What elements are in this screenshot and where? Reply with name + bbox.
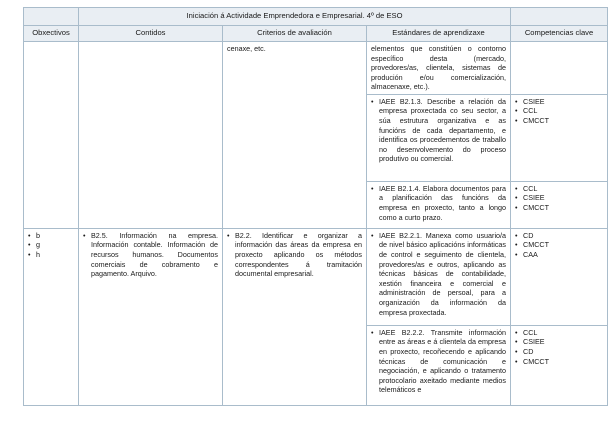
standard-list xyxy=(371,184,506,222)
competences-cell xyxy=(511,228,608,325)
criteria-list xyxy=(227,231,362,279)
standard-cell xyxy=(367,181,511,228)
standard-cell xyxy=(367,325,511,405)
competence-list xyxy=(515,97,603,126)
objective-item: • h xyxy=(28,250,74,260)
criteria-cell xyxy=(223,42,367,229)
header-criteria: Criterios de avaliación xyxy=(223,26,367,42)
objective-item: • b xyxy=(28,231,74,241)
standard-text: elementos que constitúen o contorno específico desta (mercado, provedores/as, clientela, sistemas de produción e/ou comercialización, almacenaxe, etc.). xyxy=(371,44,507,92)
competence-list xyxy=(515,184,603,213)
competence-item: • CSIEE xyxy=(515,337,603,347)
content-list xyxy=(83,231,218,279)
criteria-text: cenaxe, etc. xyxy=(227,44,266,53)
competences-cell xyxy=(511,325,608,405)
header-competences: Competencias clave xyxy=(511,26,608,42)
header-objectives: Obxectivos xyxy=(24,26,79,42)
objectives-cell xyxy=(24,42,79,229)
competence-item: • CSIEE xyxy=(515,97,603,107)
competence-item: • CMCCT xyxy=(515,203,603,213)
competence-item: • CAA xyxy=(515,250,603,260)
curriculum-table xyxy=(23,7,608,406)
standard-item: • IAEE B2.1.3. Describe a relación da empresa proxectada co seu sector, a súa estrutura organizativa e as funcións de cada departamento, e identifica os procedementos de traballo no desenvolvemento do proceso produtivo ou comercial. xyxy=(371,97,506,164)
objectives-cell xyxy=(24,228,79,405)
competence-item: • CSIEE xyxy=(515,193,603,203)
standard-cell xyxy=(367,94,511,181)
contents-cell xyxy=(79,228,223,405)
competence-item: • CMCCT xyxy=(515,240,603,250)
competence-list xyxy=(515,231,603,260)
table-title: Iniciación á Actividade Emprendedora e Empresarial. 4º de ESO xyxy=(79,8,511,26)
standard-list xyxy=(371,97,506,164)
competence-item: • CD xyxy=(515,347,603,357)
content-item: • B2.5. Información na empresa. Información contable. Información de recursos humanos. Documentos comerciais de cobramento e pagamento. Arquivo. xyxy=(83,231,218,279)
contents-cell xyxy=(79,42,223,229)
standard-cell xyxy=(367,42,511,95)
table-row xyxy=(24,228,608,325)
title-blank-cell-right xyxy=(511,8,608,26)
competences-cell xyxy=(511,94,608,181)
objective-list xyxy=(28,231,74,260)
criteria-cell xyxy=(223,228,367,405)
column-header-row xyxy=(24,26,608,42)
standard-item: • IAEE B2.2.1. Manexa como usuario/a de nivel básico aplicacións informáticas de control e seguimento de clientela, provedores/as e outros, aplicando as técnicas básicas de contabilidade, xestión financeira e comercial e administración de persoal, para a organización da información da empresa proxectada. xyxy=(371,231,506,317)
competences-cell xyxy=(511,42,608,95)
standard-cell xyxy=(367,228,511,325)
page-bottom-margin xyxy=(23,412,607,439)
header-contents: Contidos xyxy=(79,26,223,42)
competence-item: • CD xyxy=(515,231,603,241)
table-row xyxy=(24,42,608,95)
standard-list xyxy=(371,231,506,317)
standard-list xyxy=(371,328,506,395)
competences-cell xyxy=(511,181,608,228)
objective-item: • g xyxy=(28,240,74,250)
competence-item: • CCL xyxy=(515,106,603,116)
competence-item: • CCL xyxy=(515,328,603,338)
competence-list xyxy=(515,328,603,366)
standard-item: • IAEE B2.2.2. Transmite información entre as áreas e á clientela da empresa en proxecto, recoñecendo e aplicando técnicas de comunicación e negociación, e aplicando o tratamento protocolario axeitado mediante medios telemáticos e xyxy=(371,328,506,395)
competence-item: • CMCCT xyxy=(515,116,603,126)
table-title-row xyxy=(24,8,608,26)
competence-item: • CMCCT xyxy=(515,357,603,367)
standard-item: • IAEE B2.1.4. Elabora documentos para a planificación das funcións da empresa en proxecto, tanto a longo como a curto prazo. xyxy=(371,184,506,222)
competence-item: • CCL xyxy=(515,184,603,194)
title-blank-cell xyxy=(24,8,79,26)
criteria-item: • B2.2. Identificar e organizar a información das áreas da empresa en proxecto aplicando os métodos correspondentes á tramitación documental empresarial. xyxy=(227,231,362,279)
header-standards: Estándares de aprendizaxe xyxy=(367,26,511,42)
